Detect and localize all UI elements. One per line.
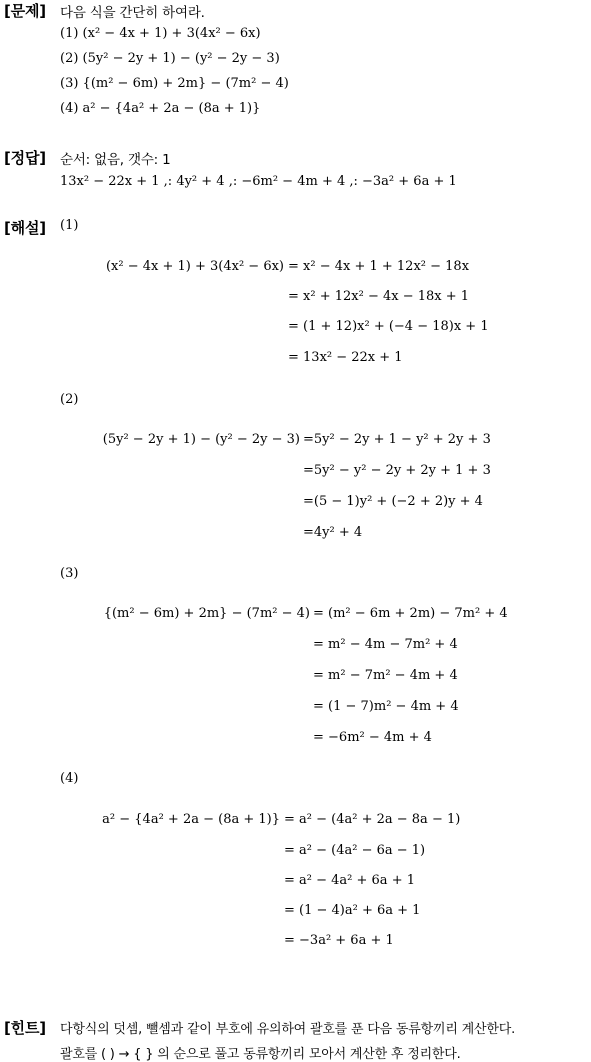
solution-part-4-step: = a² − (4a² − 6a − 1)	[284, 843, 426, 858]
solution-part-4-step: = (1 − 4)a² + 6a + 1	[284, 903, 421, 918]
problem-item-2: (2) (5y² − 2y + 1) − (y² − 2y − 3)	[60, 51, 280, 66]
solution-label: [해설]	[4, 219, 46, 237]
solution-part-4-step: = a² − 4a² + 6a + 1	[284, 873, 415, 888]
solution-part-3-number: (3)	[60, 566, 79, 581]
solution-part-1-step: = (1 + 12)x² + (−4 − 18)x + 1	[288, 319, 489, 334]
solution-part-3-lhs: {(m² − 6m) + 2m} − (7m² − 4)	[103, 606, 310, 621]
solution-part-1-lhs: (x² − 4x + 1) + 3(4x² − 6x)	[105, 259, 284, 274]
solution-part-1-step: = 13x² − 22x + 1	[288, 350, 403, 365]
problem-item-1: (1) (x² − 4x + 1) + 3(4x² − 6x)	[60, 26, 261, 41]
solution-part-2-step: =5y² − y² − 2y + 2y + 1 + 3	[303, 463, 491, 478]
answer-values: 13x² − 22x + 1 ,: 4y² + 4 ,: −6m² − 4m + 4 ,: −3a² + 6a + 1	[60, 174, 457, 189]
problem-item-3: (3) {(m² − 6m) + 2m} − (7m² − 4)	[60, 76, 289, 91]
solution-part-4-number: (4)	[60, 771, 79, 786]
solution-part-3-step: = m² − 7m² − 4m + 4	[313, 668, 458, 683]
problem-instruction: 다음 식을 간단히 하여라.	[60, 5, 205, 21]
answer-meta: 순서: 없음, 갯수: 1	[60, 152, 171, 168]
solution-part-2-step: =4y² + 4	[303, 525, 363, 540]
solution-part-3-step: = (m² − 6m + 2m) − 7m² + 4	[313, 606, 508, 621]
solution-part-2-step: =(5 − 1)y² + (−2 + 2)y + 4	[303, 494, 483, 509]
problem-item-4: (4) a² − {4a² + 2a − (8a + 1)}	[60, 101, 261, 116]
solution-part-1-step: = x² + 12x² − 4x − 18x + 1	[288, 289, 470, 304]
solution-part-2-step: =5y² − 2y + 1 − y² + 2y + 3	[303, 432, 491, 447]
solution-part-3-step: = −6m² − 4m + 4	[313, 730, 432, 745]
answer-label: [정답]	[4, 149, 46, 167]
hint-line-1: 다항식의 덧셈, 뺄셈과 같이 부호에 유의하여 괄호를 푼 다음 동류항끼리 계산한다.	[60, 1022, 516, 1037]
solution-part-4-step: = −3a² + 6a + 1	[284, 933, 394, 948]
solution-part-1-number: (1)	[60, 218, 79, 233]
solution-part-4-step: = a² − (4a² + 2a − 8a − 1)	[284, 812, 461, 827]
solution-part-3-step: = m² − 4m − 7m² + 4	[313, 637, 458, 652]
solution-part-2-lhs: (5y² − 2y + 1) − (y² − 2y − 3)	[102, 432, 300, 447]
solution-part-1-step: = x² − 4x + 1 + 12x² − 18x	[288, 259, 470, 274]
problem-label: [문제]	[4, 2, 46, 20]
solution-part-2-number: (2)	[60, 392, 79, 407]
hint-label: [힌트]	[4, 1019, 46, 1037]
solution-part-3-step: = (1 − 7)m² − 4m + 4	[313, 699, 459, 714]
solution-part-4-lhs: a² − {4a² + 2a − (8a + 1)}	[102, 812, 280, 827]
hint-line-2: 괄호를 ( ) → { } 의 순으로 풀고 동류항끼리 모아서 계산한 후 정리한다.	[60, 1047, 461, 1062]
